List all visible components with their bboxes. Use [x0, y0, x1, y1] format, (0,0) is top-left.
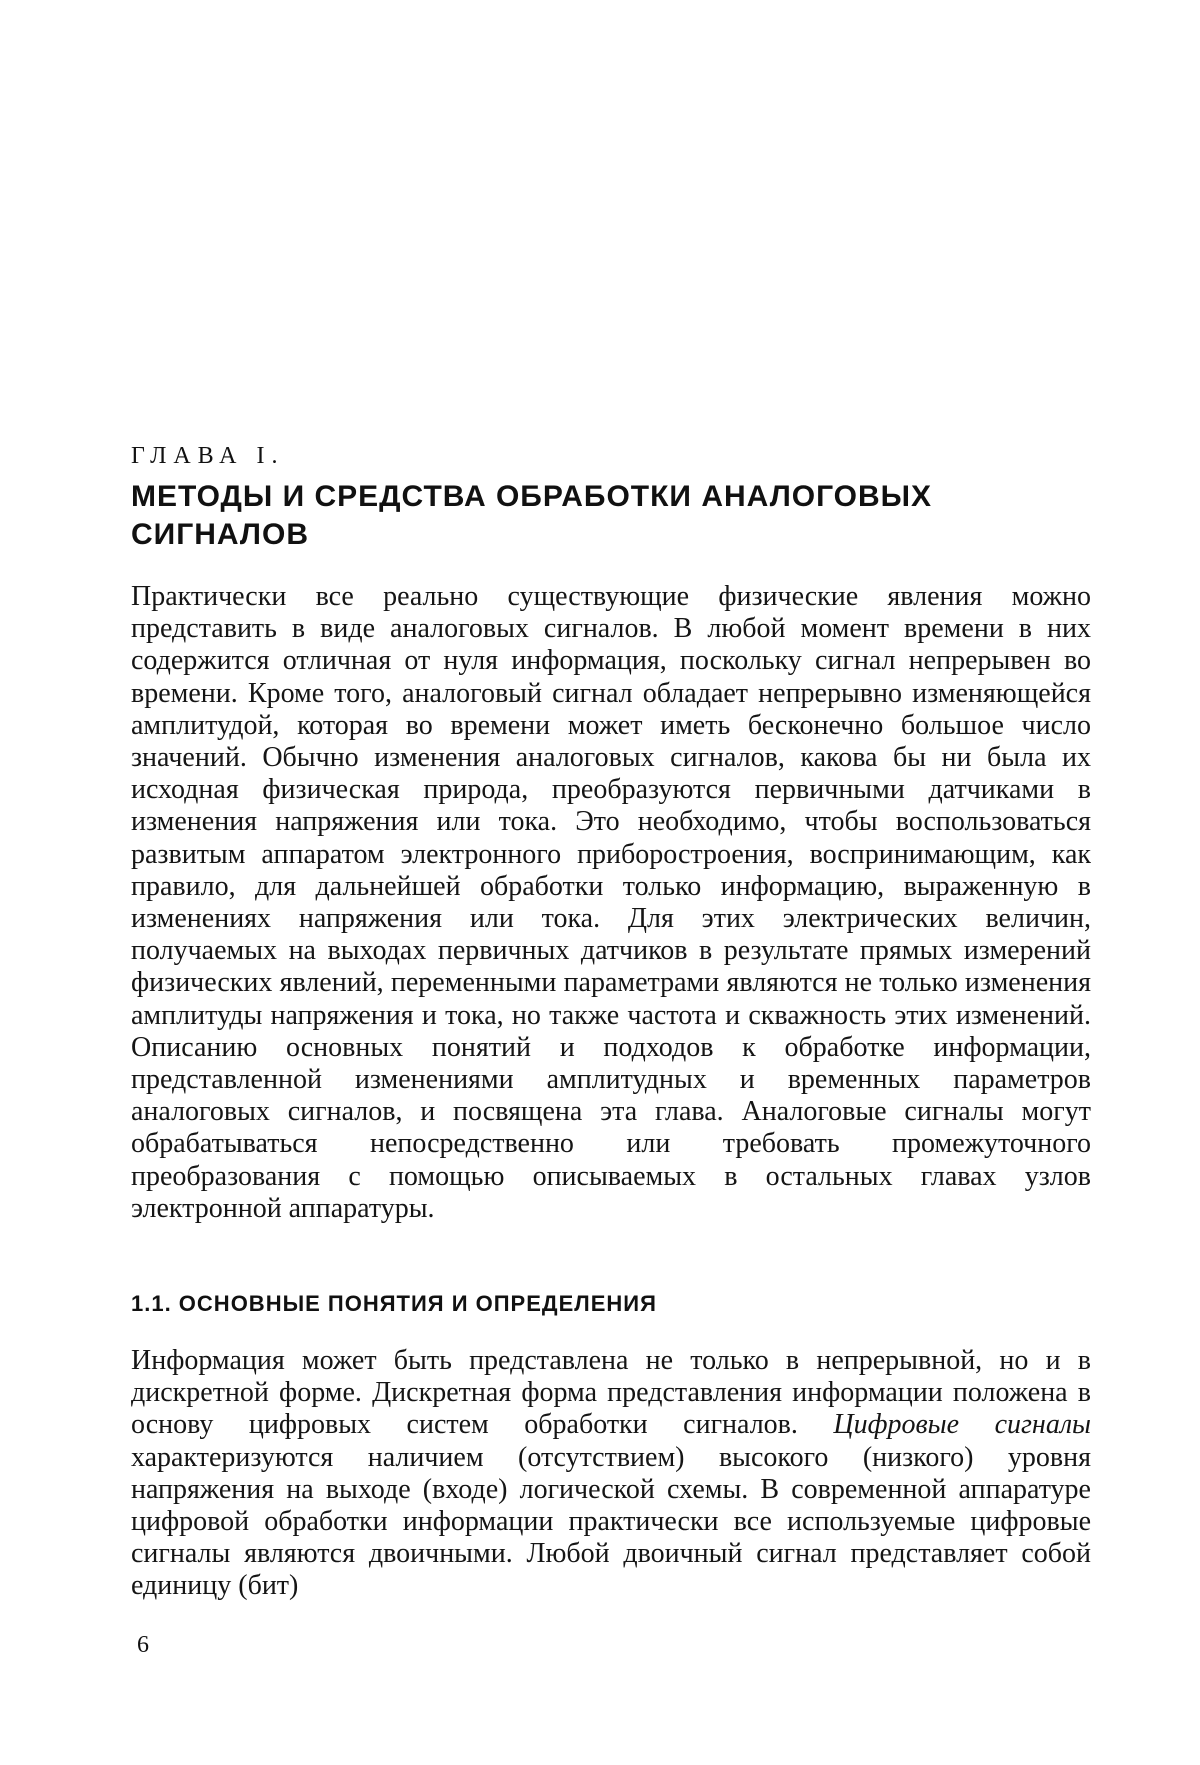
- intro-paragraph: Практически все реально существующие физические явления можно представить в виде аналоговых сигналов. В любой момент времени в них содержится отличная от нуля информация, поскольку сигнал непрерывен во времени. Кроме того, аналоговый сигнал обладает непрерывно изменяющейся амплитудой, которая во времени может иметь бесконечно большое число значений. Обычно изменения аналоговых сигналов, какова бы ни была их исходная физическая природа, преобразуются первичными датчиками в изменения напряжения или тока. Это необходимо, чтобы воспользоваться развитым аппаратом электронного приборостроения, воспринимающим, как правило, для дальнейшей обработки только информацию, выраженную в изменениях напряжения или тока. Для этих электрических величин, получаемых на выходах первичных датчиков в результате прямых измерений физических явлений, переменными параметрами являются не только изменения амплитуды напряжения и тока, но также частота и скважность этих изменений. Описанию основных понятий и подходов к обработке информации, представленной изменениями амплитудных и временных параметров аналоговых сигналов, и посвящена эта глава. Аналоговые сигналы могут обрабатываться непосредственно или требовать промежуточного преобразования с помощью описываемых в остальных главах узлов электронной аппаратуры.: [131, 581, 1091, 1224]
- section-paragraph-end: характеризуются наличием (отсутствием) высокого (низкого) уровня напряжения на выходе (входе) логической схемы. В современной аппаратуре цифровой обработки информации практически все используемые цифровые сигналы являются двоичными. Любой двоичный сигнал представляет собой единицу (бит): [131, 1441, 1091, 1602]
- defined-term: Цифровые сигналы: [833, 1409, 1091, 1441]
- chapter-title: МЕТОДЫ И СРЕДСТВА ОБРАБОТКИ АНАЛОГОВЫХ СИГНАЛОВ: [131, 480, 933, 551]
- section-heading: 1.1. ОСНОВНЫЕ ПОНЯТИЯ И ОПРЕДЕЛЕНИЯ: [131, 1291, 657, 1316]
- section-paragraph: [131, 1345, 1091, 1603]
- page-number: 6: [137, 1632, 149, 1658]
- chapter-label: ГЛАВА I.: [131, 443, 285, 469]
- section-paragraph-start: Информация может быть представлена не только в непрерывной, но и в дискретной форме. Дискретная форма представления информации положена в основу цифровых систем обработки сигналов.: [131, 1345, 1091, 1441]
